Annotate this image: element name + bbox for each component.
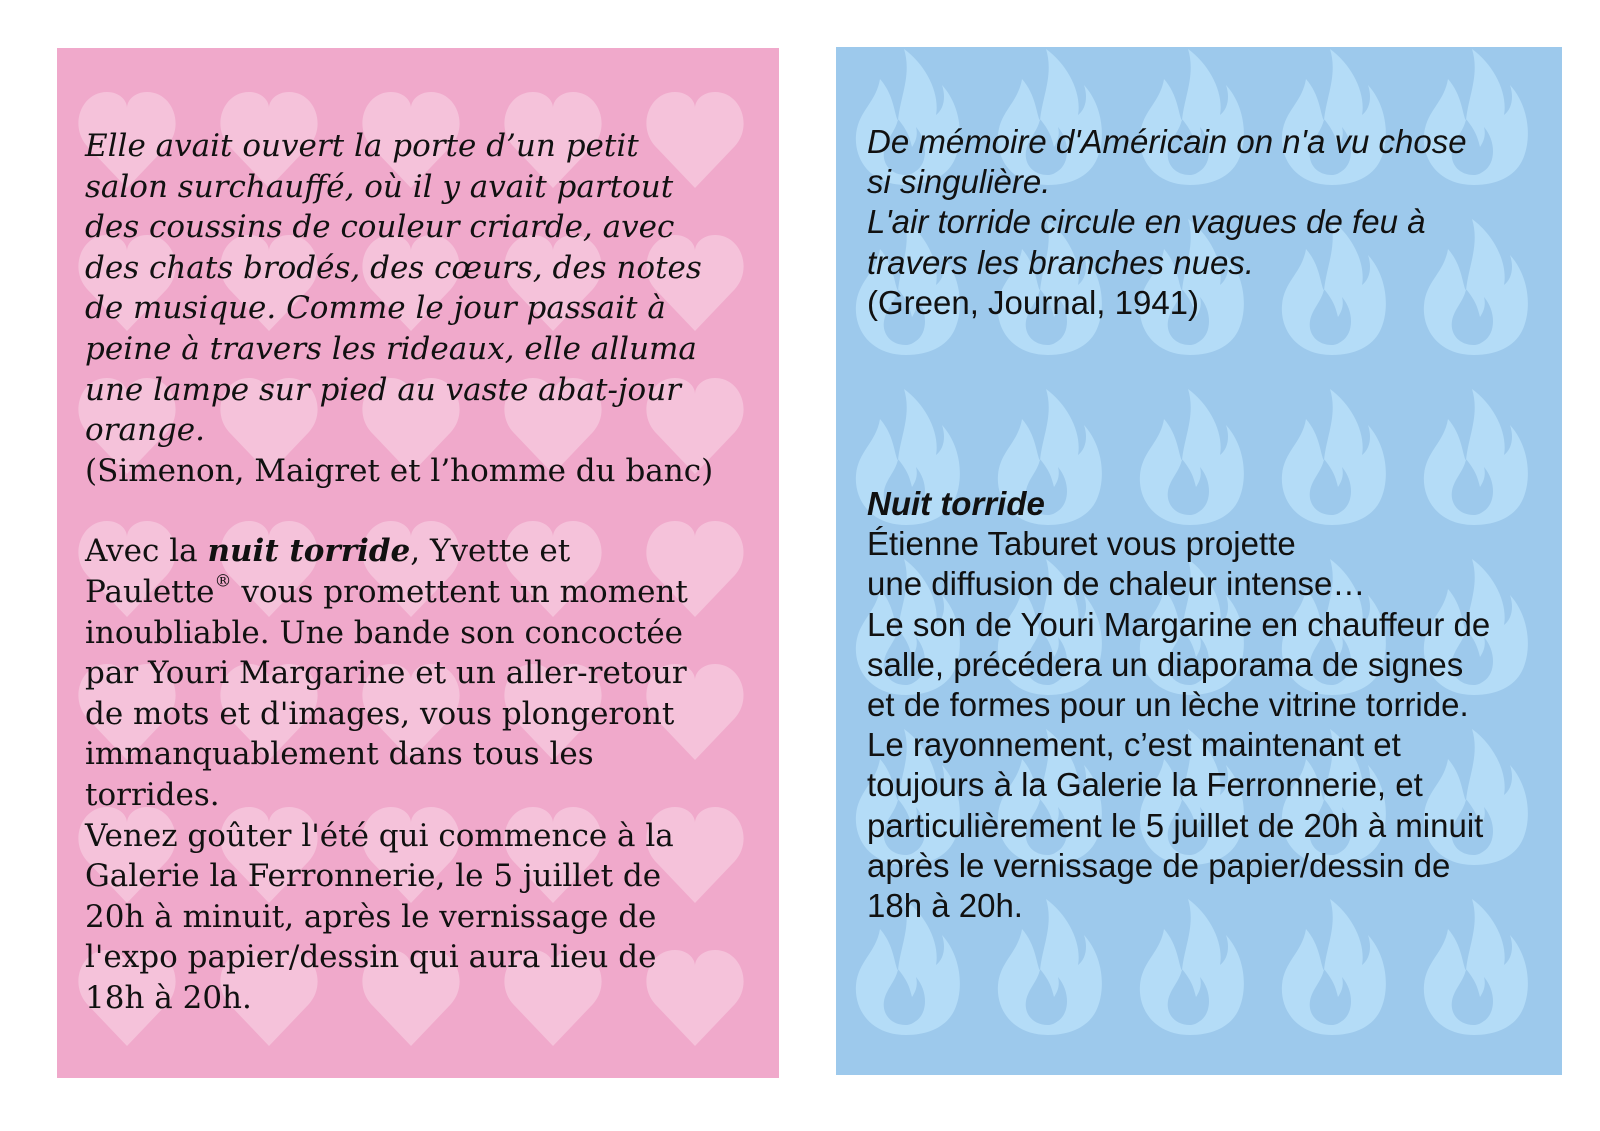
body-line: torrides. (85, 776, 220, 813)
body-line: 20h à minuit, après le vernissage de (85, 898, 657, 935)
body-line: après le vernissage de papier/dessin de (867, 846, 1451, 884)
body-line: une diffusion de chaleur intense… (867, 565, 1366, 603)
body-text: Avec la (85, 533, 208, 570)
blue-panel-text (867, 122, 1557, 926)
event-title (867, 484, 1557, 524)
quote-line: des chats brodés, des cœurs, des notes (85, 249, 702, 286)
body-line (85, 531, 775, 572)
quote-line: L'air torride circule en vagues de feu à (867, 203, 1426, 241)
body-line: 18h à 20h. (85, 979, 252, 1016)
simenon-quote (85, 126, 775, 451)
body-line: de mots et d'images, vous plongeront (85, 695, 675, 732)
pink-panel (57, 48, 779, 1078)
pink-panel-text (85, 126, 775, 1018)
body-line: et de formes pour un lèche vitrine torride. (867, 686, 1469, 724)
body-text: Paulette (85, 573, 215, 610)
event-name: nuit torride (207, 533, 411, 570)
body-line: immanquablement dans tous les (85, 736, 594, 773)
body-line: l'expo papier/dessin qui aura lieu de (85, 939, 657, 976)
event-description (85, 531, 775, 1018)
quote-line: travers les branches nues. (867, 243, 1255, 281)
body-line: par Youri Margarine et un aller-retour (85, 655, 687, 692)
body-line: 18h à 20h. (867, 887, 1023, 925)
body-line: Le son de Youri Margarine en chauffeur de (867, 605, 1491, 643)
body-line: salle, précédera un diaporama de signes (867, 645, 1464, 683)
quote-line: De mémoire d'Américain on n'a vu chose (867, 123, 1467, 160)
body-line: Galerie la Ferronnerie, le 5 juillet de (85, 858, 662, 895)
body-line: Le rayonnement, c’est maintenant et (867, 726, 1401, 764)
quote-line: peine à travers les rideaux, elle alluma (85, 330, 697, 367)
registered-mark: ® (214, 571, 232, 592)
quote-line: si singulière. (867, 163, 1051, 201)
body-line: particulièrement le 5 juillet de 20h à minuit (867, 806, 1484, 844)
quote-line: de musique. Comme le jour passait à (85, 290, 666, 327)
body-line (85, 572, 775, 613)
body-line: inoubliable. Une bande son concoctée (85, 614, 684, 651)
event-description (867, 484, 1557, 926)
event-title-text: Nuit torride (867, 485, 1045, 523)
body-text: , Yvette et (410, 533, 571, 570)
blue-panel (836, 47, 1562, 1075)
body-line: toujours à la Galerie la Ferronnerie, et (867, 766, 1423, 804)
quote-line: une lampe sur pied au vaste abat-jour (85, 371, 681, 408)
quote-line: orange. (85, 412, 205, 449)
quote-line: salon surchauffé, où il y avait partout (85, 168, 674, 205)
body-line: Étienne Taburet vous projette (867, 525, 1296, 563)
quote-source: (Simenon, Maigret et l’homme du banc) (85, 452, 714, 489)
quote-source: (Green, Journal, 1941) (867, 283, 1200, 321)
green-quote (867, 122, 1557, 283)
quote-line: des coussins de couleur criarde, avec (85, 209, 675, 246)
body-text: vous promettent un moment (231, 573, 688, 610)
quote-line: Elle avait ouvert la porte d’un petit (85, 128, 639, 164)
body-line: Venez goûter l'été qui commence à la (85, 817, 674, 854)
